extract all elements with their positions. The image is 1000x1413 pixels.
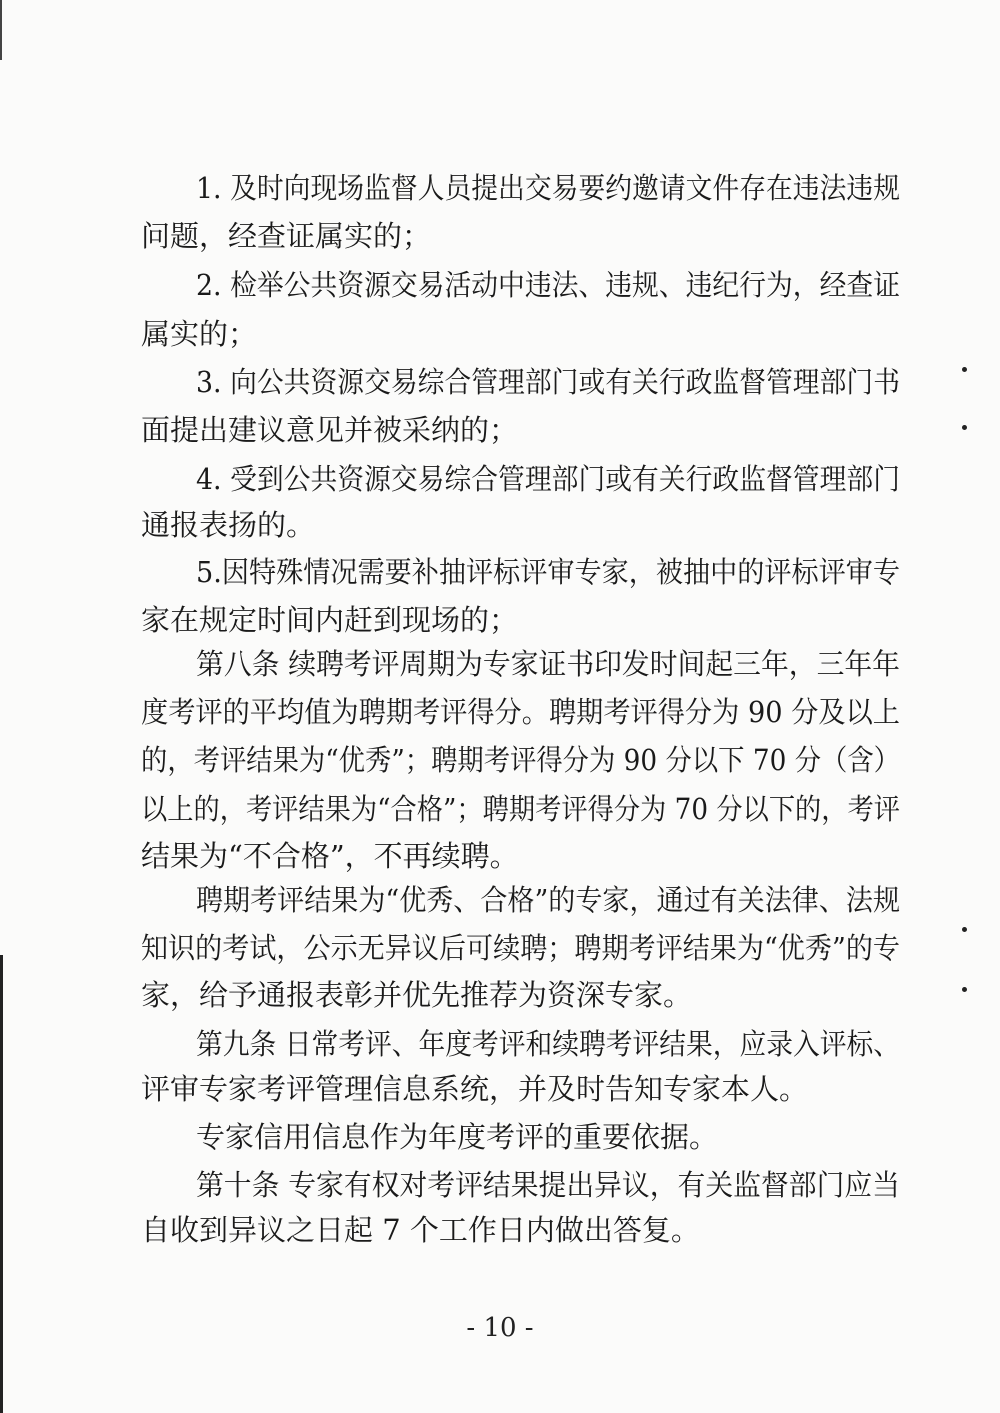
text-line-content: 评审专家考评管理信息系统，并及时告知专家本人。 bbox=[141, 1072, 809, 1106]
text-line-content: 专家信用信息作为年度考评的重要依据。 bbox=[196, 1120, 719, 1154]
text-line bbox=[0, 165, 1000, 211]
text-line bbox=[0, 641, 1000, 687]
text-line bbox=[0, 833, 1000, 879]
text-line bbox=[0, 311, 1000, 357]
text-line-content: 2. 检举公共资源交易活动中违法、违规、违纪行为，经查证 bbox=[196, 268, 900, 302]
text-line bbox=[0, 1162, 1000, 1208]
text-line-content: 面提出建议意见并被采纳的； bbox=[141, 413, 519, 447]
text-line bbox=[0, 1207, 1000, 1253]
text-line bbox=[0, 1021, 1000, 1067]
text-line bbox=[0, 689, 1000, 735]
text-line-content: 第十条 专家有权对考评结果提出异议，有关监督部门应当 bbox=[196, 1168, 900, 1202]
text-line-content: 度考评的平均值为聘期考评得分。聘期考评得分为 90 分及以上 bbox=[141, 695, 900, 729]
text-line bbox=[0, 456, 1000, 502]
text-line-content: 1. 及时向现场监督人员提出交易要约邀请文件存在违法违规 bbox=[196, 171, 900, 205]
page-number: - 10 - bbox=[466, 1313, 534, 1343]
text-line-content: 5.因特殊情况需要补抽评标评审专家，被抽中的评标评审专 bbox=[196, 555, 900, 589]
text-line bbox=[0, 737, 1000, 783]
text-line bbox=[0, 502, 1000, 548]
text-line-content: 聘期考评结果为“优秀、合格”的专家，通过有关法律、法规 bbox=[196, 883, 900, 917]
text-line-content: 以上的，考评结果为“合格”；聘期考评得分为 70 分以下的，考评 bbox=[141, 792, 900, 826]
text-line bbox=[0, 549, 1000, 595]
text-line bbox=[0, 877, 1000, 923]
text-line-content: 第九条 日常考评、年度考评和续聘考评结果，应录入评标、 bbox=[196, 1027, 900, 1061]
text-line bbox=[0, 972, 1000, 1018]
text-line bbox=[0, 1066, 1000, 1112]
text-line-content: 的，考评结果为“优秀”；聘期考评得分为 90 分以下 70 分（含） bbox=[141, 743, 900, 777]
text-line bbox=[0, 925, 1000, 971]
text-line bbox=[0, 407, 1000, 453]
text-line-content: 家，给予通报表彰并优先推荐为资深专家。 bbox=[141, 978, 693, 1012]
text-line-content: 家在规定时间内赶到现场的； bbox=[141, 603, 519, 637]
text-line-content: 4. 受到公共资源交易综合管理部门或有关行政监督管理部门 bbox=[196, 462, 900, 496]
text-line-content: 问题，经查证属实的； bbox=[141, 219, 432, 253]
text-line bbox=[0, 213, 1000, 259]
text-line-content: 知识的考试，公示无异议后可续聘；聘期考评结果为“优秀”的专 bbox=[141, 931, 900, 965]
text-line-content: 结果为“不合格”，不再续聘。 bbox=[141, 839, 519, 873]
text-line-content: 属实的； bbox=[141, 317, 258, 351]
text-line-content: 自收到异议之日起 7 个工作日内做出答复。 bbox=[141, 1213, 700, 1247]
text-line bbox=[0, 359, 1000, 405]
text-line bbox=[0, 786, 1000, 832]
text-line-content: 3. 向公共资源交易综合管理部门或有关行政监督管理部门书 bbox=[196, 365, 900, 399]
scan-edge-top bbox=[0, 0, 2, 60]
text-line-content: 通报表扬的。 bbox=[141, 508, 316, 542]
text-line-content: 第八条 续聘考评周期为专家证书印发时间起三年，三年年 bbox=[196, 647, 900, 681]
text-line bbox=[0, 597, 1000, 643]
text-line bbox=[0, 1114, 1000, 1160]
text-line bbox=[0, 262, 1000, 308]
